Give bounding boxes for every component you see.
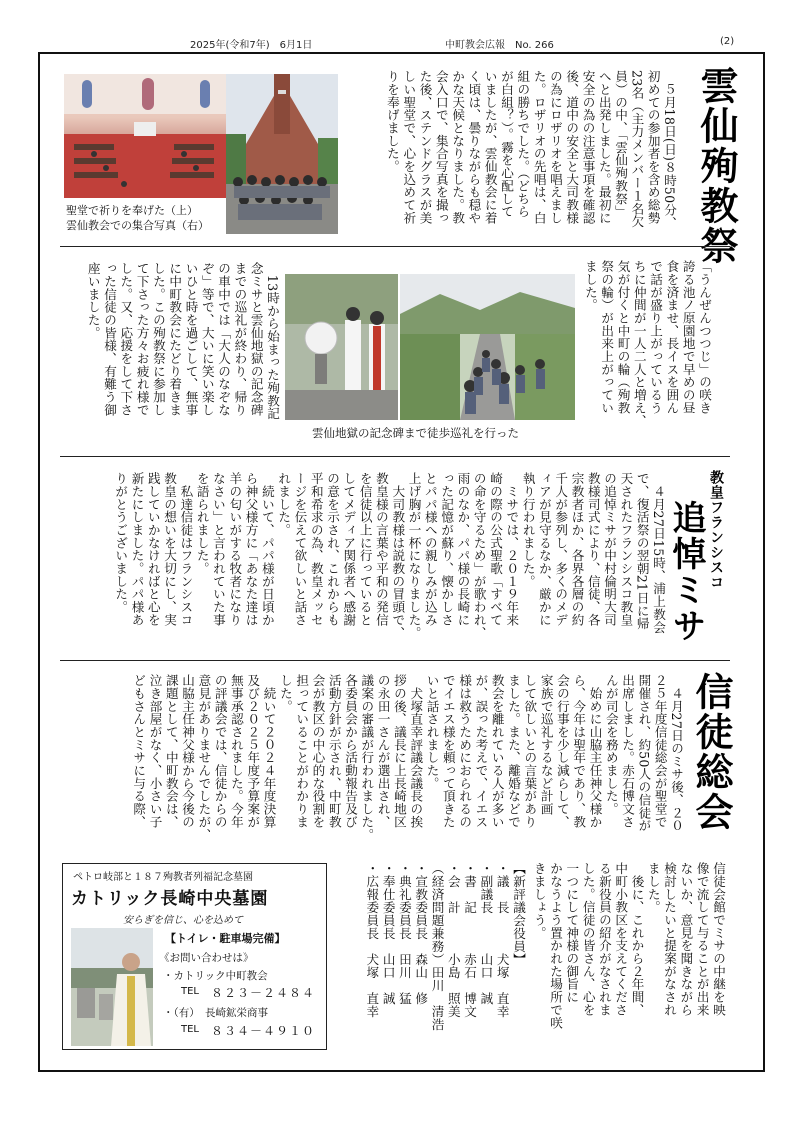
- memorial-title: 追悼ミサ: [666, 500, 706, 644]
- ad-facility: 【トイレ・駐車場完備】: [165, 932, 286, 945]
- new-officers-list: 【新評議会役員】 ・議 長 犬塚 直幸 ・副議長 山口 誠 ・書 記 赤石 博文 ・会 計 小島 照美 （経済問題兼務）田川 清浩 ・宣教委員長 森山 修 ・典礼委員長 田川 猛 ・奉仕委員長 山口 誠 ・広報委員長 犬塚 直幸: [364, 862, 526, 1031]
- assembly-article-text-2: 信徒会館でミサの中継を映 像で流して与ることが出来 ないか、意見を聞きながら 検討したいと提案がなされ ました。 後に、これから２年間、 中町小教区を支えてくださ る新役員の紹介がなされま した。信徒の皆さん、心を 一つにして神様の御旨に かなうよう置かれた場所で咲 きましょう。: [531, 862, 726, 1030]
- ad-contact-label: 《お問い合わせは》: [159, 952, 254, 964]
- section-divider: [60, 246, 730, 247]
- ad-contact-2-tel: ８３４－４９１０: [211, 1024, 316, 1038]
- section-divider: [60, 456, 730, 457]
- memorial-title-small: 教皇フランシスコ: [708, 470, 724, 590]
- ad-tagline: 安らぎを信じ、心を込めて: [123, 915, 243, 926]
- priest-blessing-photo: [71, 928, 153, 1046]
- unzen-title: 雲仙殉教祭: [694, 66, 738, 266]
- page-number: (2): [720, 36, 735, 47]
- ad-contact-1-tel-label: TEL: [181, 986, 199, 997]
- ad-contact-2-tel-label: TEL: [181, 1024, 199, 1035]
- ad-subtitle: ペトロ岐部と１８７殉教者列福記念墓園: [73, 872, 253, 883]
- pilgrimage-photo-caption: 雲仙地獄の記念碑まで徒歩巡礼を行った: [312, 426, 519, 440]
- ad-contact-1-name: ・カトリック中町教会: [163, 970, 268, 982]
- unzen-article-text-2: 「うんぜんつつじ」の咲き 誇る池ノ原園地で早めの昼 食を済ませ、長イスを囲ん で話が盛り上がっているう ちに仲間が一人二人と増え、 気が付くと中町の輪（殉教 祭の輪）が出来上がってい ました。: [582, 260, 712, 428]
- ad-contact-1-tel: ８２３－２４８４: [211, 986, 316, 1000]
- ad-contact-2-name: ・（有） 長崎鉱栄商事: [163, 1007, 268, 1019]
- assembly-article-text-1: ４月27日のミサ後、２０ ２５年度信徒総会が聖堂で 開催され、約50人の信徒が 出席しました。赤石博文さ んが司会を務めました。 始めに山脇主任神父様か ら、今年は聖年であり、教 会の行事を少し減らして、 家族で巡礼するなど計画 して欲しいとの言葉があり ました。また、離婚などで 教会を離れている人が多い が、誤った考えで、イエス 様は救うためにおられるの でイエス様を頼って頂きた いと話されました。 犬塚直幸評議会議長の挨 拶の後、議長に上長崎地区 の永田一さんが選出され、 議案の審議が行われました。 各委員会から活動報告及び 活動方針が示され、中町教 会が教区の中心的な役割を 担っていることがわかりま した。 続いて２０２４年度決算 及び２０２５年度予算案が 無事承認されました。今年 の評議会では、信徒からの 意見がありませんでしたが、 山脇主任神父様から今後の 課題として、中町教会は、 泣き部屋がなく、小さい子 どもさんとミサに与る際、: [131, 674, 684, 842]
- memorial-article-text: ４月27日15時、浦上教会 で、復活祭の翌朝21日に帰 天されたフランシスコ教皇 の追悼ミサが中村倫明大司 教様司式により、信徒、各 宗教者ほか、各界各層の約 千人が参列し、多くのメデ ィアが見守るなか、厳かに 執り行われました。 ミサでは、２０１９年来 崎の際の公式聖歌「すべて の命を守るため」が歌われ、 雨のなか、パパ様の長崎に った記憶が蘇り、懐かしさ とパパ様への親しみが込み 上げ胸が一杯になりました。 大司教様は説教の冒頭で、 教皇様の言葉や平和の発信 を信徒以上に行っていると してメディア関係者へ感謝 の意を示され、これからも 平和希求の為、教皇メッセ ージを伝えて欲しいと話さ れました。 続いて、パパ様が日頃か ら神父様方に「あなた達は 羊の匂いがする牧者になり なさい」と言われていた事 を語られました。 私達信徒はフランシスコ 教皇の想いを大切にし、実 践していかなければと心を 新たにしました。パパ様あ りがとうございました。: [113, 472, 666, 640]
- ad-title: カトリック長崎中央墓園: [71, 889, 269, 909]
- chapel-interior-photo: [64, 74, 226, 198]
- unzen-article-text-1: ５月18日(日)８時50分、 初めての参加者を含め総勢 23名（主力メンバー１名欠 員）の中、「雲仙殉教祭」 へと出発しました。最初に 安全の為の注意事項を確認 後、道中の安全と大司教様 の為にロザリオを唱えまし た。ロザリオの先唱は、白 組の勝ちでした。（どちら が白組？）。霧を心配して いましたが、雲仙教会に着 く頃は、曇りながらも穏や かな天候となりました。教 会入口で、集合写真を撮っ た後、ステンドグラスが美 しい聖堂で、心を込めて祈 りを奉げました。: [384, 70, 677, 230]
- cemetery-advertisement: [62, 863, 327, 1050]
- page-header: [0, 34, 794, 52]
- unzen-photo-caption-1: 聖堂で祈りを奉げた（上）: [66, 204, 198, 217]
- memorial-monument-photo: [285, 274, 398, 420]
- unzen-photo-caption-2: 雲仙教会での集合写真（右）: [66, 219, 209, 232]
- assembly-title: 信徒総会: [689, 672, 733, 832]
- unzen-article-text-3: 13時から始まった殉教記 念ミサと雲仙地獄の記念碑 までの巡礼が終わり、帰り の車中では「大人のなぞな ぞ」等で、大いに笑い楽し いひと時を過ごして、無事 に中町教会にたどり着きま した。この殉教祭に参加し て下さった方々お疲れ様で した。又、応援をして下さ った信徒の皆様、有難う御 座いました。: [85, 262, 280, 420]
- section-divider: [60, 660, 730, 661]
- group-photo-unzen-church: [226, 74, 338, 234]
- pilgrimage-walk-photo: [400, 274, 575, 420]
- issue-date: 2025年(令和7年) 6月1日: [190, 40, 313, 51]
- newsletter-name: 中町教会広報 No. 266: [445, 40, 554, 51]
